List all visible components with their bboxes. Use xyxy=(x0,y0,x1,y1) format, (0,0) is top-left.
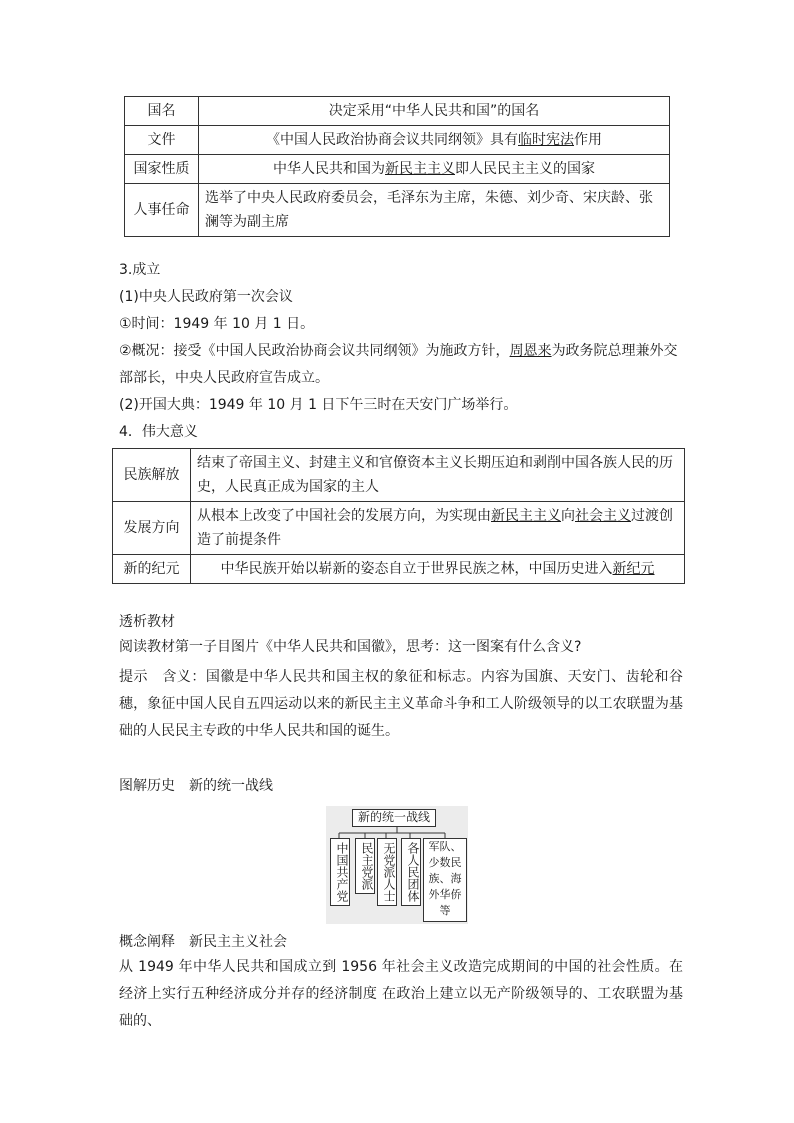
row-value: 《中国人民政治协商会议共同纲领》具有临时宪法作用 xyxy=(199,126,670,155)
row-label: 新的纪元 xyxy=(113,555,191,584)
row-label: 民族解放 xyxy=(113,449,191,502)
section-3-heading: 3.成立 xyxy=(119,262,161,278)
analysis-heading: 透析教材 xyxy=(119,614,175,630)
row-label: 国名 xyxy=(125,97,199,126)
row-value: 中华民族开始以崭新的姿态自立于世界民族之林，中国历史进入新纪元 xyxy=(191,555,685,584)
diagram-root: 新的统一战线 xyxy=(352,809,436,827)
table-row xyxy=(125,155,670,184)
concept-text: 从 1949 年中华人民共和国成立到 1956 年社会主义改造完成期间的中国的社会性质。在经济上实行五种经济成分并存的经济制度 在政治上建立以无产阶级领导的、工农联盟为基础的、 xyxy=(119,959,683,1029)
row-value: 选举了中央人民政府委员会，毛泽东为主席，朱德、刘少奇、宋庆龄、张澜等为副主席 xyxy=(199,184,670,237)
analysis-answer: 提示 含义：国徽是中华人民共和国主权的象征和标志。内容为国旗、天安门、齿轮和谷穗，象征中国人民自五四运动以来的新民主主义革命斗争和工人阶级领导的以工农联盟为基础的人民民主专政的中华人民共和国的诞生。 xyxy=(119,669,683,739)
founding-info-table xyxy=(124,96,670,237)
row-label: 人事任命 xyxy=(125,184,199,237)
significance-table xyxy=(112,448,685,584)
diagram-node: 各人民团体 xyxy=(401,838,421,906)
analysis-question: 阅读教材第一子目图片《中华人民共和国徽》，思考：这一图案有什么含义? xyxy=(119,639,582,655)
table-row xyxy=(113,555,685,584)
section-3-sub1: (1)中央人民政府第一次会议 xyxy=(119,289,293,305)
row-label: 国家性质 xyxy=(125,155,199,184)
row-value: 决定采用“中华人民共和国”的国名 xyxy=(199,97,670,126)
table-row xyxy=(113,502,685,555)
row-label: 文件 xyxy=(125,126,199,155)
diagram-node: 中国共产党 xyxy=(330,838,350,906)
section-3-item2-line2: 部部长，中央人民政府宣告成立。 xyxy=(119,370,329,386)
table-row xyxy=(125,97,670,126)
row-value: 从根本上改变了中国社会的发展方向，为实现由新民主主义向社会主义过渡创造了前提条件 xyxy=(191,502,685,555)
united-front-diagram xyxy=(326,806,468,924)
section-3-sub2: (2)开国大典：1949 年 10 月 1 日下午三时在天安门广场举行。 xyxy=(119,397,518,413)
diagram-node: 军队、少数民族、海外华侨等 xyxy=(423,838,467,922)
diagram-node: 无党派人士 xyxy=(377,838,397,906)
row-label: 发展方向 xyxy=(113,502,191,555)
table-row xyxy=(125,126,670,155)
section-4-heading: 4．伟大意义 xyxy=(119,424,198,440)
section-3-item1: ①时间：1949 年 10 月 1 日。 xyxy=(119,316,315,332)
section-3-item2: ②概况：接受《中国人民政治协商会议共同纲领》为施政方针，周恩来为政务院总理兼外交 xyxy=(119,343,678,359)
concept-heading: 概念阐释 新民主主义社会 xyxy=(119,934,287,950)
diagram-heading: 图解历史 新的统一战线 xyxy=(119,778,273,794)
diagram-node: 民主党派 xyxy=(355,838,375,894)
row-value: 结束了帝国主义、封建主义和官僚资本主义长期压迫和剥削中国各族人民的历史，人民真正成为国家的主人 xyxy=(191,449,685,502)
row-value: 中华人民共和国为新民主主义即人民民主主义的国家 xyxy=(199,155,670,184)
table-row xyxy=(125,184,670,237)
table-row xyxy=(113,449,685,502)
